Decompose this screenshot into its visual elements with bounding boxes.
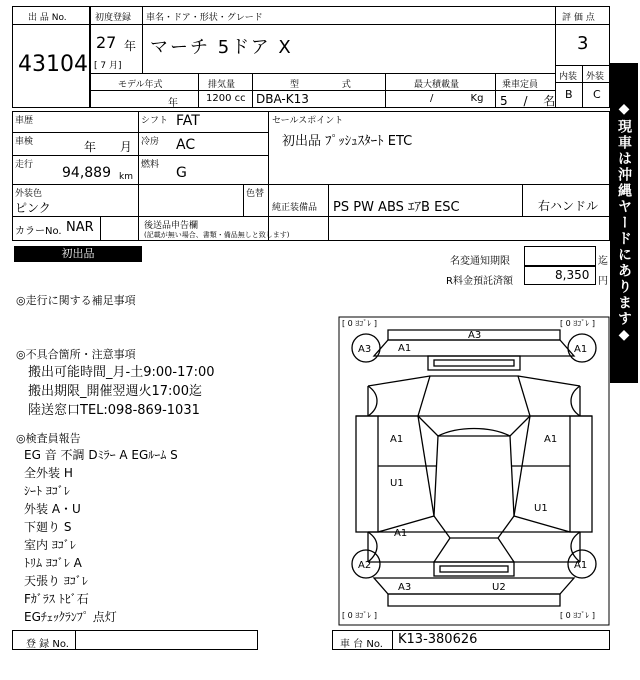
model-year-label: モデル年式 <box>118 80 163 90</box>
first-reg-year-unit: 年 <box>124 39 137 53</box>
color-change-label: 色替 <box>246 189 265 199</box>
notice-line: 搬出期限_開催翌週火17:00迄 <box>28 384 202 399</box>
inspector-line: Fｶﾞﾗｽ ﾄﾋﾞ石 <box>24 592 89 606</box>
driving-heading: ◎走行に関する補足事項 <box>16 294 136 307</box>
inspector-line: EG 音 不調 Dﾐﾗｰ A EGﾙｰﾑ S <box>24 448 178 462</box>
inspector-line: ﾄﾘﾑ ﾖｺﾞﾚ A <box>24 556 82 570</box>
notice-heading: ◎不具合箇所・注意事項 <box>16 348 136 361</box>
inspector-heading: ◎検査員報告 <box>16 432 81 445</box>
max-load-label: 最大積載量 <box>414 80 460 90</box>
car-damage-diagram <box>338 316 610 626</box>
wheel-rl-code: A2 <box>358 560 372 571</box>
recycle-unit: 円 <box>598 276 608 287</box>
first-listing-badge: 初出品 <box>14 246 142 262</box>
type-value: DBA-K13 <box>256 92 309 106</box>
capacity-value: 5 / 名 <box>500 94 556 108</box>
name-change-unit: 迄 <box>598 256 608 267</box>
equipment-value: PS PW ABS ｴｱB ESC <box>333 200 460 215</box>
first-reg-year: 27 <box>96 33 117 52</box>
wheel-rr-code: A1 <box>574 560 588 571</box>
ac-label: 冷房 <box>141 137 160 147</box>
lot-number: 43104 <box>18 52 88 77</box>
sales-point-value: 初出品 ﾌﾟｯｼｭｽﾀｰﾄ ETC <box>282 134 413 149</box>
displacement-label: 排気量 <box>208 80 236 90</box>
corner-bl-label: [ 0 ﾖｺﾞﾚ ] <box>342 611 377 620</box>
car-name: マーチ 5ドア X <box>150 37 293 58</box>
exterior-grade: C <box>593 88 601 101</box>
history-label: 車歴 <box>15 116 34 126</box>
chassis-number: K13-380626 <box>398 632 478 647</box>
score-label: 評 価 点 <box>562 13 595 23</box>
first-reg-month: [ 7 月] <box>94 61 122 71</box>
shaken-value: 年 月 <box>84 140 132 154</box>
inspector-line: 室内 ﾖｺﾞﾚ <box>24 538 76 552</box>
recycle-label: R料金預託済額 <box>446 276 513 287</box>
door-right-code: A1 <box>544 434 558 445</box>
fuel-label: 燃料 <box>141 160 160 170</box>
wheel-fr-code: A1 <box>574 344 588 355</box>
rear-left-u-code: U1 <box>390 478 404 489</box>
reg-no-label: 登 録 No. <box>26 639 69 650</box>
exterior-label: 外装 <box>586 72 605 82</box>
shift-value: FAT <box>176 113 200 129</box>
shift-label: シフト <box>141 116 169 126</box>
inspector-line: 全外装 H <box>24 466 73 480</box>
interior-grade: B <box>565 88 573 101</box>
aftermarket-note: (記載が無い場合、書類・備品無しと致します) <box>144 231 290 239</box>
chassis-label: 車 台 No. <box>340 639 383 650</box>
color-no-value: NAR <box>66 220 94 235</box>
mileage-unit: km <box>119 172 133 182</box>
displacement-value: 1200 cc <box>206 93 246 104</box>
inspector-line: 外装 A・U <box>24 502 81 516</box>
exterior-color-value: ピンク <box>15 201 51 215</box>
rear-right-u-code: U1 <box>534 503 548 514</box>
type-label: 型 式 <box>290 80 351 90</box>
front-bumper-code: A3 <box>468 330 482 341</box>
sales-point-label: セールスポイント <box>272 116 344 126</box>
wheel-fl-code: A3 <box>358 344 372 355</box>
car-name-label: 車名・ドア・形状・グレード <box>146 13 263 23</box>
inspector-line: 下廻り S <box>24 520 72 534</box>
name-change-box <box>524 246 596 266</box>
exterior-color-label: 外装色 <box>15 189 43 199</box>
inspector-line: EGﾁｪｯｸﾗﾝﾌﾟ 点灯 <box>24 610 117 624</box>
first-reg-label: 初度登録 <box>95 13 132 23</box>
notice-line: 搬出可能時間_月-土9:00-17:00 <box>28 365 215 380</box>
model-year-unit: 年 <box>168 98 178 109</box>
side-banner: ◆現車は沖縄ヤードにあります◆ <box>610 63 638 383</box>
handle-value: 右ハンドル <box>538 199 599 213</box>
inspector-line: ｼｰﾄ ﾖｺﾞﾚ <box>24 484 70 498</box>
ac-value: AC <box>176 137 196 153</box>
aftermarket-label: 後送品申告欄 <box>144 221 199 231</box>
equipment-label: 純正装備品 <box>272 203 318 213</box>
shaken-label: 車検 <box>15 137 34 147</box>
mileage-label: 走行 <box>15 160 34 170</box>
mileage-value: 94,889 <box>62 165 111 181</box>
max-load-value: / Kg <box>430 93 484 104</box>
corner-br-label: [ 0 ﾖｺﾞﾚ ] <box>560 611 595 620</box>
capacity-label: 乗車定員 <box>502 80 539 90</box>
front-upper-code: A1 <box>398 343 412 354</box>
rear-bumper-left-code: A3 <box>398 582 412 593</box>
recycle-value: 8,350 <box>555 268 590 282</box>
corner-tl-label: [ 0 ﾖｺﾞﾚ ] <box>342 319 377 328</box>
color-no-label: カラーNo. <box>15 226 62 237</box>
interior-label: 内装 <box>559 72 578 82</box>
inspector-line: 天張り ﾖｺﾞﾚ <box>24 574 88 588</box>
lot-label: 出 品 No. <box>28 13 67 23</box>
rear-bumper-code: U2 <box>492 582 506 593</box>
name-change-label: 名変通知期限 <box>450 256 510 267</box>
fuel-value: G <box>176 165 187 181</box>
notice-line: 陸送窓口TEL:098-869-1031 <box>28 403 200 418</box>
corner-tr-label: [ 0 ﾖｺﾞﾚ ] <box>560 319 595 328</box>
score-value: 3 <box>577 33 589 54</box>
door-left-code: A1 <box>390 434 404 445</box>
rear-quarter-left-code: A1 <box>394 528 408 539</box>
